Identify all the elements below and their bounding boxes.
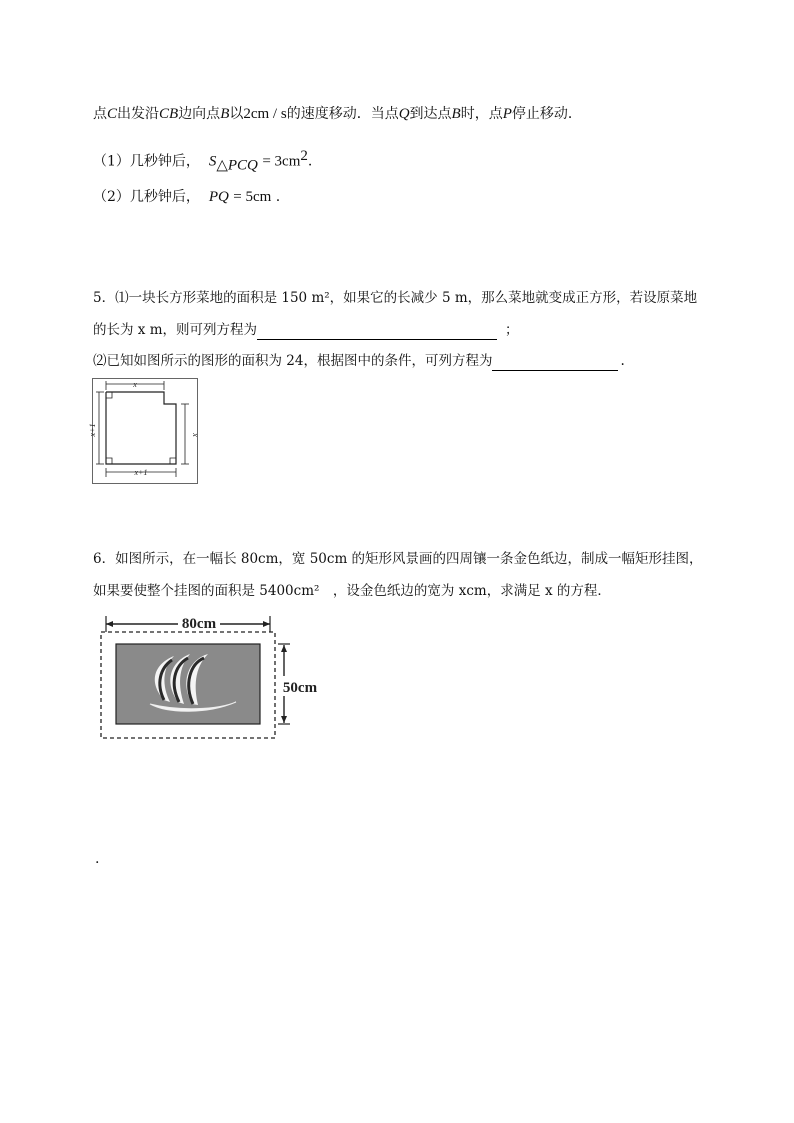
q6-line2: 如果要使整个挂图的面积是 5400cm² ，设金色纸边的宽为 xcm，求满足 x 的方程．	[93, 583, 611, 599]
label-top: x	[133, 380, 137, 389]
q4-part1: （1）几秒钟后， $S_{\triangle PCQ} = 3cm^2$.	[93, 148, 313, 174]
q5-line2: 的长为 x m，则可列方程为 ；	[93, 322, 519, 338]
q5-line3: ⑵已知如图所示的图形的面积为 24，根据图中的条件，可列方程为 .	[93, 353, 625, 369]
q6-figure	[98, 610, 328, 742]
q4-part2: （2）几秒钟后， PQ = 5cm .	[93, 189, 281, 205]
answer-blank-2[interactable]	[492, 356, 618, 371]
l-shape-figure	[88, 378, 200, 484]
q4-line1: 点C出发沿CB边向点B以2cm / s的速度移动．当点Q到达点B时，点P停止移动．	[93, 106, 582, 122]
label-left: x+1	[88, 423, 97, 437]
label-right: x	[191, 433, 200, 437]
width-label: 80cm	[181, 616, 217, 632]
answer-blank-1[interactable]	[257, 325, 497, 340]
q5-figure	[88, 378, 200, 484]
label-bottom: x+1	[134, 468, 148, 477]
trailing-dot: .	[95, 851, 100, 867]
height-label: 50cm	[282, 680, 318, 696]
framed-painting-figure	[98, 610, 328, 742]
q6-line1: 6．如图所示，在一幅长 80cm，宽 50cm 的矩形风景画的四周镶一条金色纸边，制成一幅矩形挂图，	[93, 551, 703, 567]
q5-line1: 5．⑴一块长方形菜地的面积是 150 m²，如果它的长减少 5 m，那么菜地就变成正方形，若设原菜地	[93, 290, 698, 306]
